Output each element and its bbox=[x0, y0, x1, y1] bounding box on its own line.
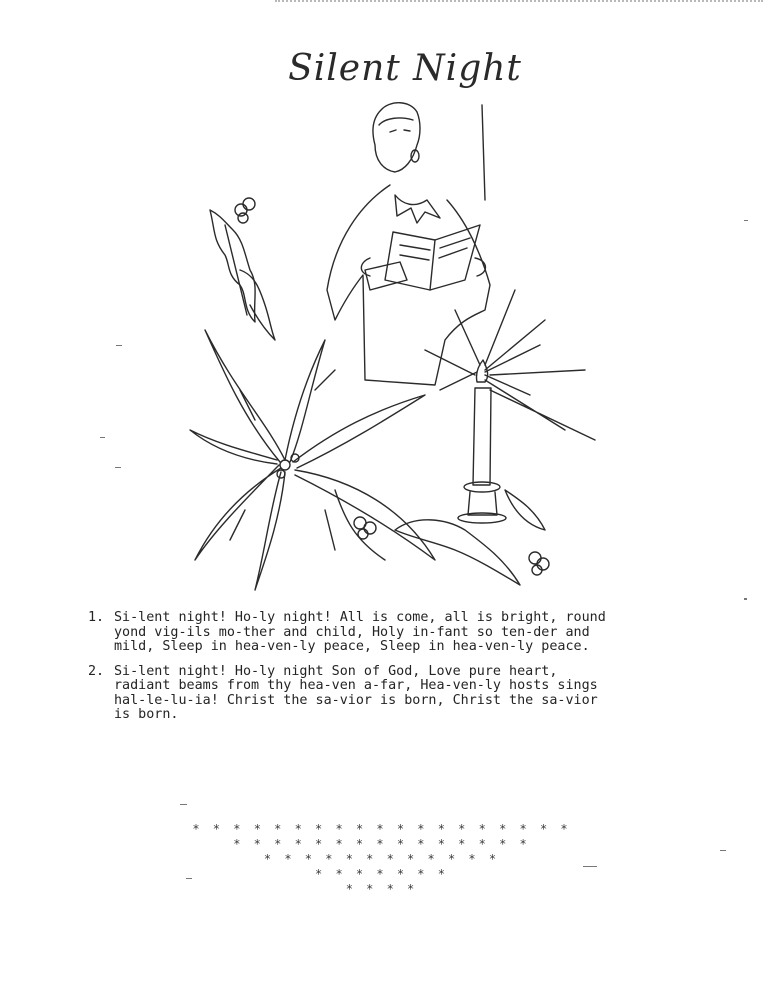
star-row: * * * * * * * * * * * * * * * * * * * bbox=[192, 822, 571, 836]
verse-number: 1. bbox=[88, 610, 105, 625]
lyric-line: radiant beams from thy hea-ven a-far, Hea-ven-ly hosts sings bbox=[114, 678, 598, 693]
choir-boy-illustration bbox=[185, 90, 615, 595]
scan-speck bbox=[100, 437, 105, 438]
lyric-line: is born. bbox=[114, 707, 179, 722]
lyric-line: mild, Sleep in hea-ven-ly peace, Sleep in hea-ven-ly peace. bbox=[114, 639, 590, 654]
star-row: * * * * * * * * * * * * * * * bbox=[233, 837, 530, 851]
star-tree-ornament bbox=[0, 822, 763, 897]
scan-speck bbox=[116, 345, 122, 346]
verse-text bbox=[114, 665, 598, 723]
candle bbox=[425, 290, 595, 523]
scan-speck bbox=[115, 467, 121, 468]
verse-2 bbox=[88, 665, 688, 723]
choir-boy-figure bbox=[327, 103, 490, 385]
lyric-line: Si-lent night! Ho-ly night! All is come, all is bright, round bbox=[114, 610, 606, 625]
scan-speck bbox=[744, 598, 747, 600]
scan-speck bbox=[720, 850, 726, 851]
scan-speck bbox=[744, 220, 748, 221]
verse-number: 2. bbox=[88, 663, 105, 679]
poinsettia-flower bbox=[190, 330, 435, 590]
star-row: * * * * * * * bbox=[315, 867, 448, 881]
cord-line bbox=[482, 105, 485, 200]
verse-text bbox=[114, 611, 606, 655]
verse-1 bbox=[88, 611, 688, 655]
holly-sprig bbox=[210, 198, 275, 340]
lyric-line: Si-lent night! Ho-ly night Son of God, Love pure heart, bbox=[114, 663, 558, 679]
lyrics-block bbox=[88, 611, 688, 733]
scan-speck bbox=[186, 878, 192, 879]
top-dotted-rule bbox=[275, 0, 763, 2]
star-row: * * * * bbox=[345, 882, 418, 896]
lyric-line: hal-le-lu-ia! Christ the sa-vior is born, Christ the sa-vior bbox=[114, 692, 598, 708]
lyric-line: yond vig-ils mo-ther and child, Holy in-fant so ten-der and bbox=[114, 624, 590, 640]
page-title: Silent Night bbox=[288, 48, 522, 89]
scan-speck bbox=[180, 804, 187, 805]
scan-speck bbox=[583, 866, 597, 867]
star-row: * * * * * * * * * * * * bbox=[263, 852, 500, 866]
